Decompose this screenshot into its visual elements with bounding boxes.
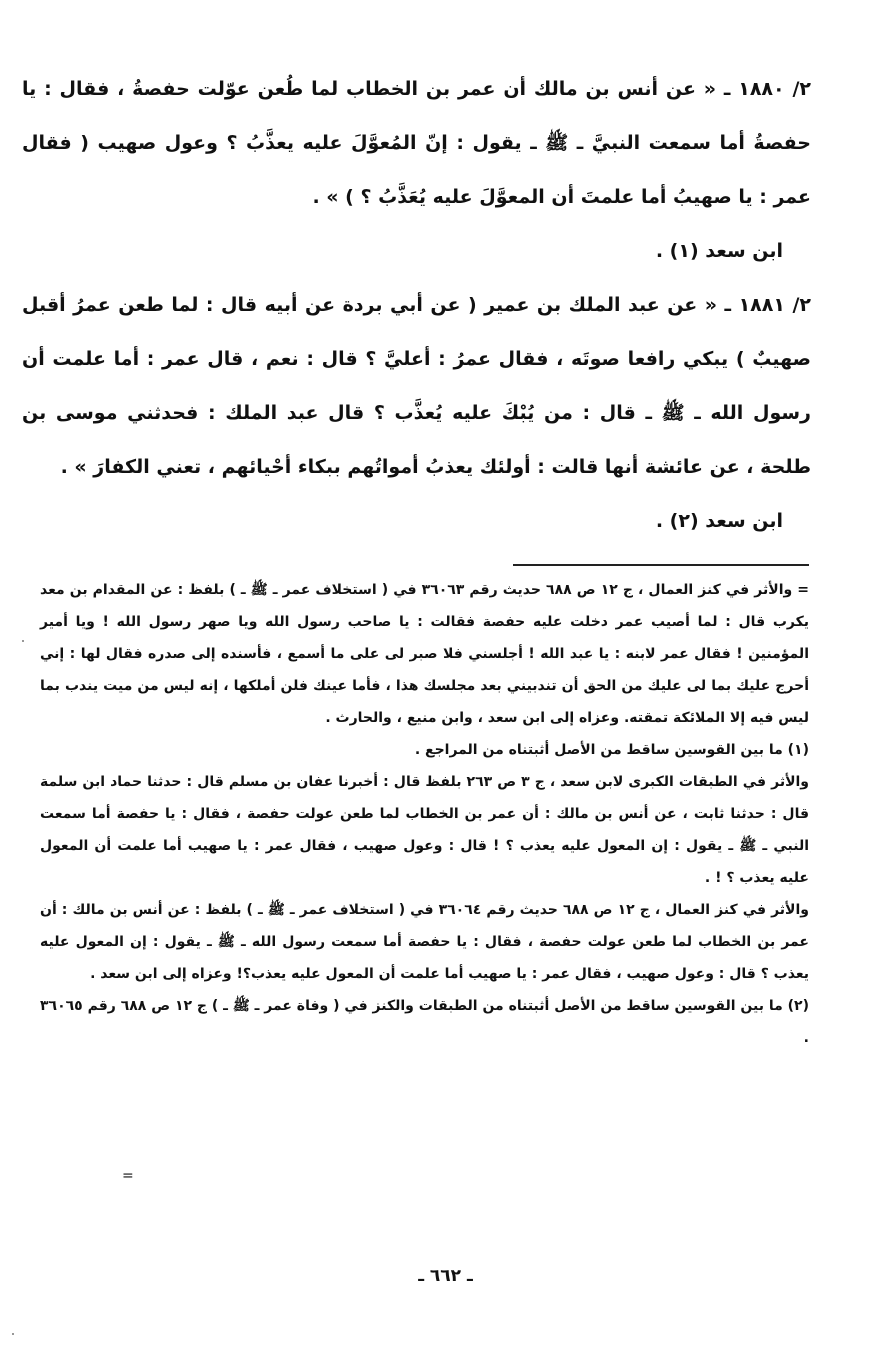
scan-speck	[12, 1333, 14, 1335]
hadith-1880-source: ابن سعد (١) .	[655, 240, 783, 262]
hadith-1880: ٢/ ١٨٨٠ ـ « عن أنس بن مالك أن عمر بن الخطاب لما طُعن عوّلت حفصةُ ، فقال : يا حفصةُ أما سمعت النبيَّ ـ ﷺ ـ يقول : إنّ المُعوَّلَ عليه يعذَّبُ ؟ وعول صهيب ( فقال عمر : يا صهيبُ أما علمتَ أن المعوَّلَ عليه يُعَذَّبُ ؟ ) » .	[22, 78, 811, 208]
footnote-2: (٢) ما بين القوسين ساقط من الأصل أثبتناه من الطبقات والكنز في ( وفاة عمر ـ ﷺ ـ ) ج ١٢ ص ٦٨٨ رقم ٣٦٠٦٥ .	[40, 998, 809, 1046]
footnote-continued: = والأثر في كنز العمال ، ج ١٢ ص ٦٨٨ حديث رقم ٣٦٠٦٣ في ( استخلاف عمر ـ ﷺ ـ ) بلفظ : عن المقدام بن معد يكرب قال : لما أصيب عمر دخلت عليه حفصة فقالت : يا صاحب رسول الله ويا صهر رسول الله ! ويا أمير المؤمنين ! فقال عمر لابنه : يا عبد الله ! أجلسني فلا صبر لى على ما أسمع ، فأسنده إلى صدره فقال لها : إني أحرج عليك بما لى عليك من الحق أن تندبيني بعد مجلسك هذا ، فأما عينك فلن أملكها ، إنه ليس من ميت يندب بما ليس فيه إلا الملائكة تمقته. وعزاه إلى ابن سعد ، وابن منيع ، والحارث .	[40, 582, 810, 726]
footnotes	[40, 574, 809, 1054]
footnote-1-kanz: والأثر في كنز العمال ، ج ١٢ ص ٦٨٨ حديث رقم ٣٦٠٦٤ في ( استخلاف عمر ـ ﷺ ـ ) بلفظ : عن أنس بن مالك : أن عمر بن الخطاب لما طعن عولت حفصة ، فقال : يا حفصة أما سمعت رسول الله ـ ﷺ ـ يقول : إن المعول عليه يعذب ؟ قال : وعول صهيب ، فقال عمر : يا صهيب أما علمت أن المعول عليه يعذب؟! وعزاه إلى ابن سعد .	[40, 902, 809, 982]
main-text	[22, 62, 811, 548]
footnote-1-tabaqat: والأثر في الطبقات الكبرى لابن سعد ، ج ٣ ص ٢٦٣ بلفظ قال : أخبرنا عفان بن مسلم قال : حدثنا حماد ابن سلمة قال : حدثنا ثابت ، عن أنس بن مالك : أن عمر بن الخطاب لما طعن عولت حفصة ، فقال : يا حفصة أما سمعت النبي ـ ﷺ ـ يقول : إن المعول عليه يعذب ؟ ! قال : وعول صهيب ، فقال عمر : يا صهيب أما علمت أن المعول عليه يعذب ؟ ! .	[40, 774, 809, 886]
continuation-mark: =	[122, 1168, 134, 1184]
hadith-1881-source: ابن سعد (٢) .	[655, 510, 783, 532]
footnote-separator	[513, 564, 809, 566]
scan-speck	[22, 640, 24, 642]
hadith-1881: ٢/ ١٨٨١ ـ « عن عبد الملك بن عمير ( عن أبي بردة عن أبيه قال : لما طعن عمرُ أقبل صهيبٌ ) يبكي رافعا صوتَه ، فقال عمرُ : أعليَّ ؟ قال : نعم ، قال عمر : أما علمت أن رسول الله ـ ﷺ ـ قال : من يُبْكَ عليه يُعذَّب ؟ قال عبد الملك : فحدثني موسى بن طلحة ، عن عائشة أنها قالت : أولئك يعذبُ أمواتُهم ببكاء أحْيائهم ، تعني الكفارَ » .	[22, 294, 812, 478]
page-number: ـ ٦٦٢ ـ	[418, 1266, 473, 1286]
footnote-1: (١) ما بين القوسين ساقط من الأصل أثبتناه من المراجع .	[414, 742, 809, 758]
